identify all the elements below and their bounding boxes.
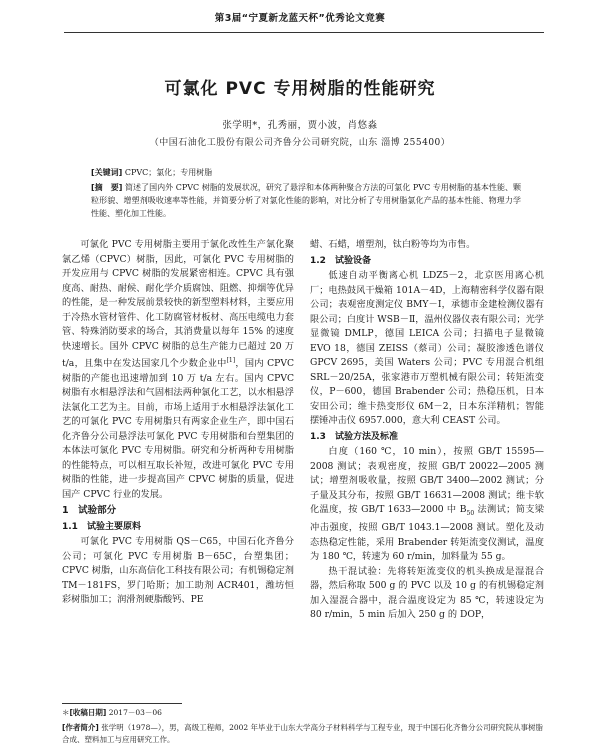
subsection-heading-methods: 1.3 试验方法及标准	[310, 431, 398, 442]
affiliation: （中国石油化工股份有限公司齐鲁分公司研究院，山东 淄博 255400）	[149, 138, 451, 148]
authors: 张学明*，孔秀丽，贾小波，肖悠淼	[222, 120, 378, 131]
keywords	[91, 167, 531, 179]
header-rule	[64, 32, 544, 33]
footnote-rule	[62, 703, 182, 704]
paper-title: 可氯化 PVC 专用树脂的性能研究	[164, 79, 436, 99]
running-head: 第3届“宁夏新龙蓝天杯”优秀论文竞赛	[214, 13, 386, 24]
equipment-paragraph: 低速自动平衡离心机 LDZ5－2，北京医用离心机厂；电热鼓风干燥箱 101A－4D，上海精密科学仪器有限公司；表观密度测定仪 BMY－Ⅰ，承德市金建检测仪器有限公司；白度计 WSB－Ⅱ，温州仪器仪表有限公司；光学显微镜 DMLP，德国 LEICA 公司；扫描电子显微镜 EVO 18，德国 ZEISS（蔡司）公司；凝胶渗透色谱仪 GPCV 2695，美国 Waters 公司；PVC 专用混合机组 SRL－20/25A，张家港市万塑机械有限公司；转矩流变仪，P－600，德国 Brabender 公司；热稳压机，日本安田公司；维卡热变形仪 6M－2，日本东洋精机；智能摆锤冲击仪 6957.000，意大利 CEAST 公司。	[310, 270, 544, 426]
intro-paragraph: 可氯化 PVC 专用树脂主要用于氯化改性生产氯化聚氯乙烯（CPVC）树脂，因此，可氯化 PVC 专用树脂的开发应用与 CPVC 树脂的发展紧密相连。CPVC 具有强度高、耐热、耐候、耐化学介质腐蚀、阻燃、抑烟等优异的性能，是一种发展前景较快的新型塑料材料，主要应用于冷热水管材管件、化工防腐管材板材、高压电缆电力套管、特殊消防要求的场合，其消费量以每年 15% 的速度快速增长。国外 CPVC 树脂的总生产能力已超过 20 万 t/a，且集中在发达国家几个少数企业中[1]，国内 CPVC 树脂的产能也迅速增加到 10 万 t/a 左右。国内 CPVC 树脂有水相悬浮法和气固相法两种氯化工艺，以水相悬浮法氯化工艺为主。目前，市场上适用于水相悬浮法氯化工艺的可氯化 PVC 专用树脂只有两家企业生产，即中国石化齐鲁分公司悬浮法可氯化 PVC 专用树脂和台塑集团的本体法可氯化 PVC 专用树脂。研究和分析两种专用树脂的性能特点，可以相互取长补短，改进可氯化 PVC 专用树脂的性能，进一步提高国产 CPVC 树脂的质量，促进国产 CPVC 行业的发展。	[62, 239, 294, 500]
keywords-text: CPVC；氯化；专用树脂	[124, 168, 213, 177]
methods-paragraph: 白度（160 ℃，10 min），按照 GB/T 15595—2008 测试；表观密度，按照 GB/T 20022—2005 测试；增塑剂吸收量，按照 GB/T 3400—2002 测试；分子量及其分布，按照 GB/T 16631—2008 测试；维卡软化温度，按 GB/T 1633—2000 中 $B_{50}$ 法测试；简支梁冲击强度，按照 GB/T 1043.1—2008 测试。塑化及动态热稳定性能，采用 Brabender 转矩流变仪测试，温度为 180 ℃，转速为 60 r/min，加料量为 55 g。	[310, 446, 544, 563]
abstract-text: 简述了国内外 CPVC 树脂的发展状况，研究了悬浮和本体两种聚合方法的可氯化 PVC 专用树脂的基本性能、颗粒形貌、增塑剂吸收速率等性能，并简要分析了对氯化性能的影响，对比分析了专用树脂氯化产品的基本性能、物理力学性能、塑化加工性能。	[91, 183, 522, 218]
footnote-author: [作者简介] 张学明（1978—），男，高级工程师，2002 年毕业于山东大学高分子材料科学与工程专业，现于中国石化齐鲁分公司研究院从事树脂合成、塑料加工与应用研究工作。	[62, 723, 544, 744]
keywords-label: [关键词]	[91, 168, 123, 177]
left-column	[62, 238, 294, 608]
right-column	[310, 238, 544, 623]
subsection-heading-materials: 1.1 试验主要原料	[62, 521, 141, 532]
subscript-b50: 50	[466, 509, 475, 517]
footnote-received: ＊[收稿日期] 2017－03－06	[62, 708, 162, 717]
abstract-label: [摘 要]	[91, 183, 123, 192]
section-heading-experiment: 1 试验部分	[62, 505, 117, 517]
materials-paragraph: 可氯化 PVC 专用树脂 QS－C65，中国石化齐鲁分公司；可氯化 PVC 专用树脂 B－65C，台塑集团；CPVC 树脂，山东高信化工科技有限公司；有机锡稳定剂 TM－181FS，罗门哈斯；加工助剂 ACR401，潍坊恒彩树脂加工；润滑剂硬脂酸钙、PE	[62, 536, 294, 606]
subsection-heading-equipment: 1.2 试验设备	[310, 255, 371, 266]
dry-blend-paragraph: 热干混试验：先将转矩流变仪的机头换成是湿混合器，然后称取 500 g 的 PVC 以及 10 g 的有机锡稳定剂加入湿混合器中，混合温度设定为 85 ℃，转速设定为 80 r/min，5 min 后加入 250 g 的 DOP，	[310, 565, 544, 621]
reference-1: [1]	[226, 357, 236, 364]
materials-paragraph-cont: 蜡、石蜡，增塑剂，钛白粉等均为市售。	[310, 239, 476, 250]
abstract	[91, 181, 521, 220]
